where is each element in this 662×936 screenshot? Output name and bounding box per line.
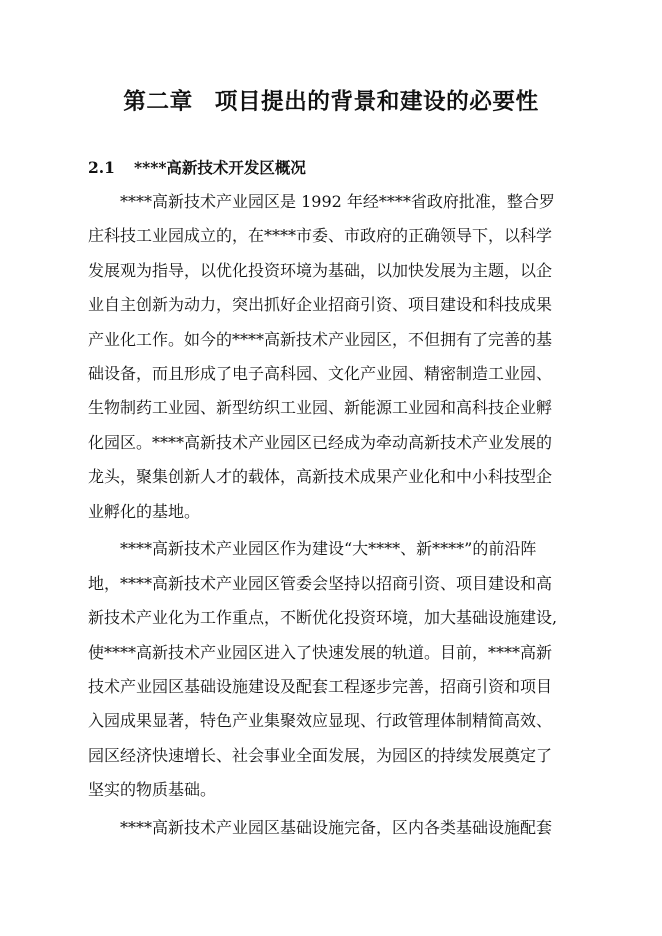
paragraph-line: 地，****高新技术产业园区管委会坚持以招商引资、项目建设和高: [88, 574, 553, 593]
section-number: 2.1: [88, 158, 115, 177]
paragraph-line: ****高新技术产业园区作为建设“大****、新****”的前沿阵: [120, 539, 537, 558]
section-title: ****高新技术开发区概况: [134, 158, 306, 177]
paragraph-line: 化园区。****高新技术产业园区已经成为牵动高新技术产业发展的: [88, 433, 553, 452]
paragraph-line: 技术产业园区基础设施建设及配套工程逐步完善，招商引资和项目: [88, 677, 553, 696]
paragraph-line: 龙头，聚集创新人才的载体，高新技术成果产业化和中小科技型企: [88, 467, 553, 486]
paragraph-line: 园区经济快速增长、社会事业全面发展，为园区的持续发展奠定了: [88, 746, 553, 765]
paragraph-line: ****高新技术产业园区是 1992 年经****省政府批准，整合罗: [120, 192, 555, 211]
section-heading: [88, 156, 306, 178]
paragraph-line: 业自主创新为动力，突出抓好企业招商引资、项目建设和科技成果: [88, 295, 553, 314]
paragraph-line: 坚实的物质基础。: [88, 780, 217, 799]
paragraph-line: 发展观为指导，以优化投资环境为基础，以加快发展为主题，以企: [88, 261, 553, 280]
paragraph-line: 生物制药工业园、新型纺织工业园、新能源工业园和高科技企业孵: [88, 398, 553, 417]
paragraph-line: 庄科技工业园成立的，在****市委、市政府的正确领导下，以科学: [88, 226, 553, 245]
paragraph-line: 入园成果显著，特色产业集聚效应显现、行政管理体制精简高效、: [88, 711, 553, 730]
chapter-label: 第二章: [123, 89, 193, 115]
paragraph-line: 新技术产业化为工作重点，不断优化投资环境，加大基础设施建设,: [88, 608, 558, 627]
paragraph-line: ****高新技术产业园区基础设施完备，区内各类基础设施配套: [120, 818, 553, 837]
paragraph-line: 使****高新技术产业园区进入了快速发展的轨道。目前，****高新: [88, 643, 553, 662]
chapter-heading-text: 项目提出的背景和建设的必要性: [214, 89, 539, 115]
paragraph-line: 础设备，而且形成了电子高科园、文化产业园、精密制造工业园、: [88, 364, 553, 383]
paragraph-line: 业孵化的基地。: [88, 502, 201, 521]
chapter-title: [0, 84, 662, 116]
paragraph-line: 产业化工作。如今的****高新技术产业园区，不但拥有了完善的基: [88, 330, 553, 349]
